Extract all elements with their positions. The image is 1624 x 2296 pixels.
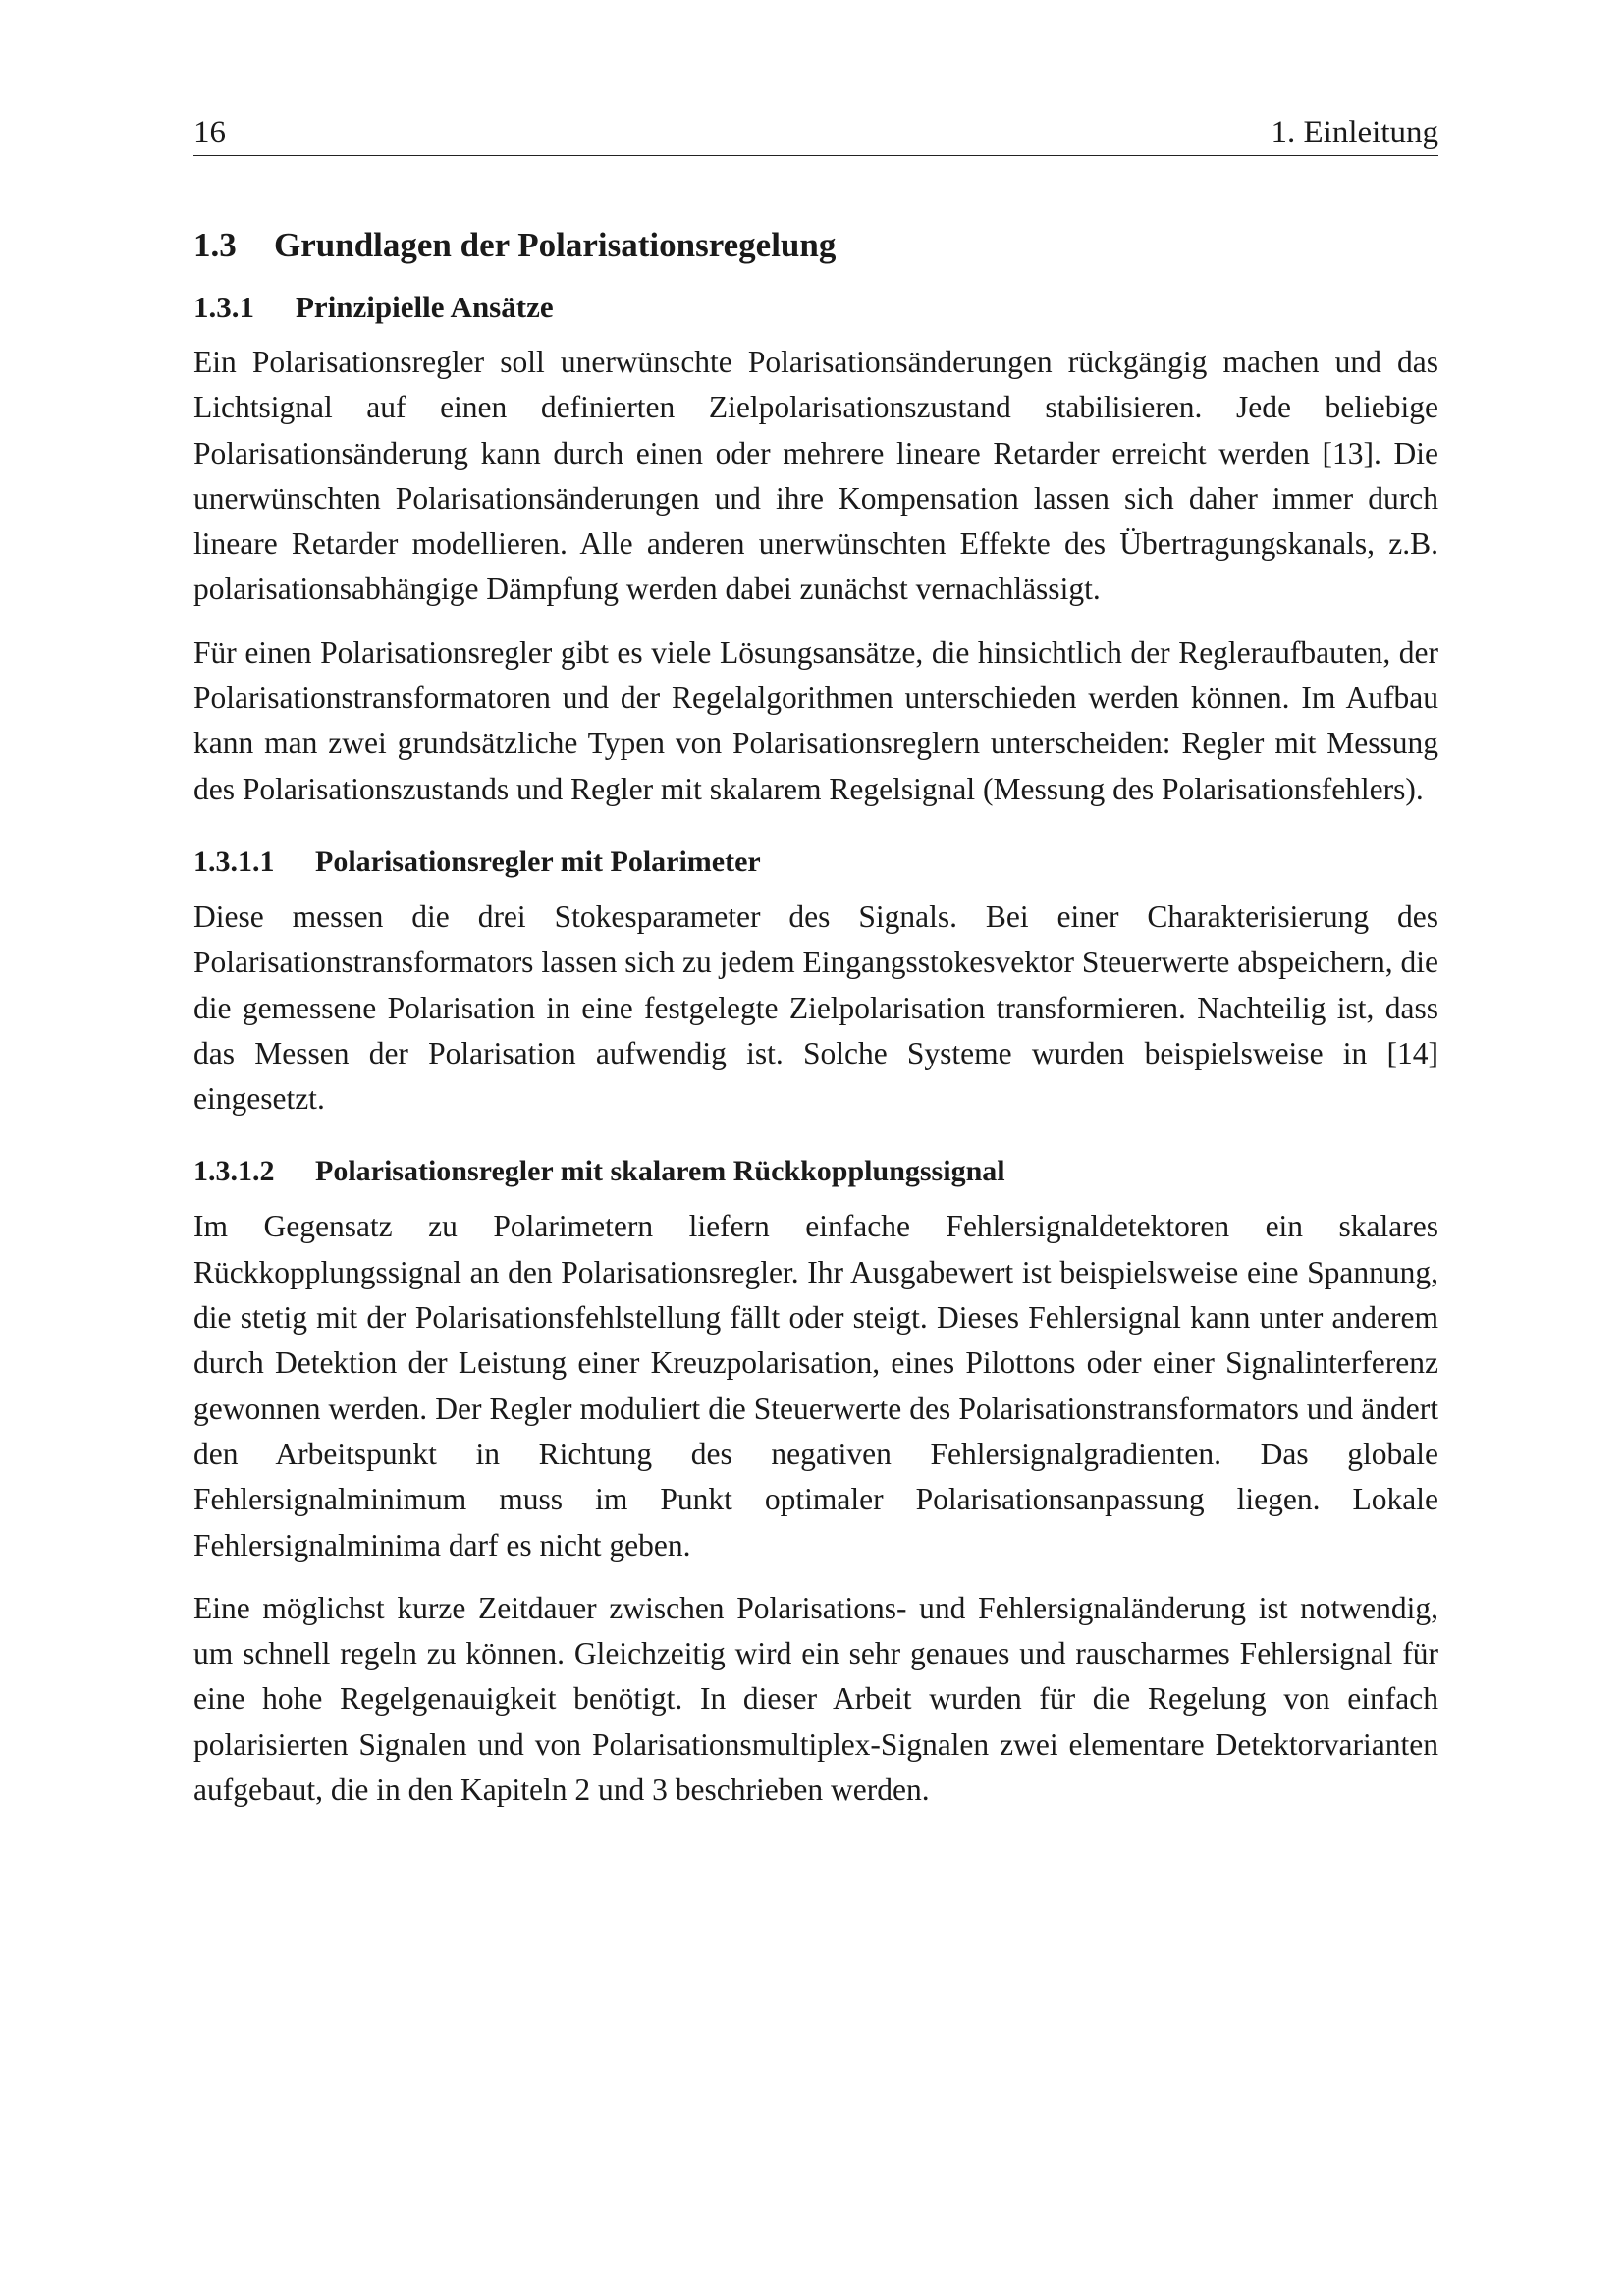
page-content — [193, 224, 1438, 1831]
chapter-title: 1. Einleitung — [1271, 115, 1438, 150]
paragraph: Diese messen die drei Stokesparameter des Signals. Bei einer Charakterisierung des Polarisationstransformators lassen sich zu jedem Eingangsstokesvektor Steuerwerte abspeichern, die die gemessene Polarisation in eine festgelegte Zielpolarisation transformieren. Nachteilig ist, dass das Messen der Polarisation aufwendig ist. Solche Systeme wurden beispielsweise in [14] eingesetzt. — [193, 899, 1438, 1117]
subsection-title: Prinzipielle Ansätze — [296, 290, 554, 324]
paragraph: Für einen Polarisationsregler gibt es viele Lösungsansätze, die hinsichtlich der Regleraufbauten, der Polarisationstransformatoren und der Regelalgorithmen unterschieden werden können. Im Aufbau kann man zwei grundsätzliche Typen von Polarisationsreglern unterscheiden: Regler mit Messung des Polarisationszustands und Regler mit skalarem Regelsignal (Messung des Polarisationsfehlers). — [193, 634, 1438, 806]
subsection-heading — [193, 287, 1438, 328]
paragraph: Eine möglichst kurze Zeitdauer zwischen Polarisations- und Fehlersignaländerung ist notwendig, um schnell regeln zu können. Gleichzeitig wird ein sehr genaues und rauscharmes Fehlersignal für eine hohe Regelgenauigkeit benötigt. In dieser Arbeit wurden für die Regelung von einfach polarisierten Signalen und von Polarisationsmultiplex-Signalen zwei elementare Detektorvarianten aufgebaut, die in den Kapiteln 2 und 3 beschrieben werden. — [193, 1590, 1438, 1808]
subsubsection-number: 1.3.1.2 — [193, 1155, 275, 1188]
section-heading — [193, 224, 1438, 267]
section-number: 1.3 — [193, 226, 237, 264]
paragraph: Im Gegensatz zu Polarimetern liefern einfache Fehlersignaldetektoren ein skalares Rückkopplungssignal an den Polarisationsregler. Ihr Ausgabewert ist beispielsweise eine Spannung, die stetig mit der Polarisationsfehlstellung fällt oder steigt. Dieses Fehlersignal kann unter anderem durch Detektion der Leistung einer Kreuzpolarisation, eines Pilottons oder einer Signalinterferenz gewonnen werden. Der Regler moduliert die Steuerwerte des Polarisationstransformators und ändert den Arbeitspunkt in Richtung des negativen Fehlersignalgradienten. Das globale Fehlersignalminimum muss im Punkt optimaler Polarisationsanpassung liegen. Lokale Fehlersignalminima darf es nicht geben. — [193, 1209, 1438, 1562]
page-number: 16 — [193, 115, 226, 150]
subsubsection-title: Polarisationsregler mit skalarem Rückkopplungssignal — [315, 1155, 1005, 1188]
subsubsection-title: Polarisationsregler mit Polarimeter — [315, 845, 761, 878]
subsubsection-heading — [193, 1151, 1438, 1192]
paragraph: Ein Polarisationsregler soll unerwünschte Polarisationsänderungen rückgängig machen und das Lichtsignal auf einen definierten Zielpolarisationszustand stabilisieren. Jede beliebige Polarisationsänderung kann durch einen oder mehrere lineare Retarder erreicht werden [13]. Die unerwünschten Polarisationsänderungen und ihre Kompensation lassen sich daher immer durch lineare Retarder modellieren. Alle anderen unerwünschten Effekte des Übertragungskanals, z.B. polarisationsabhängige Dämpfung werden dabei zunächst vernachlässigt. — [193, 345, 1438, 607]
subsubsection-number: 1.3.1.1 — [193, 845, 275, 878]
subsubsection-heading — [193, 842, 1438, 883]
section-title: Grundlagen der Polarisationsregelung — [274, 226, 837, 264]
running-header — [193, 110, 1438, 156]
subsection-number: 1.3.1 — [193, 290, 254, 324]
